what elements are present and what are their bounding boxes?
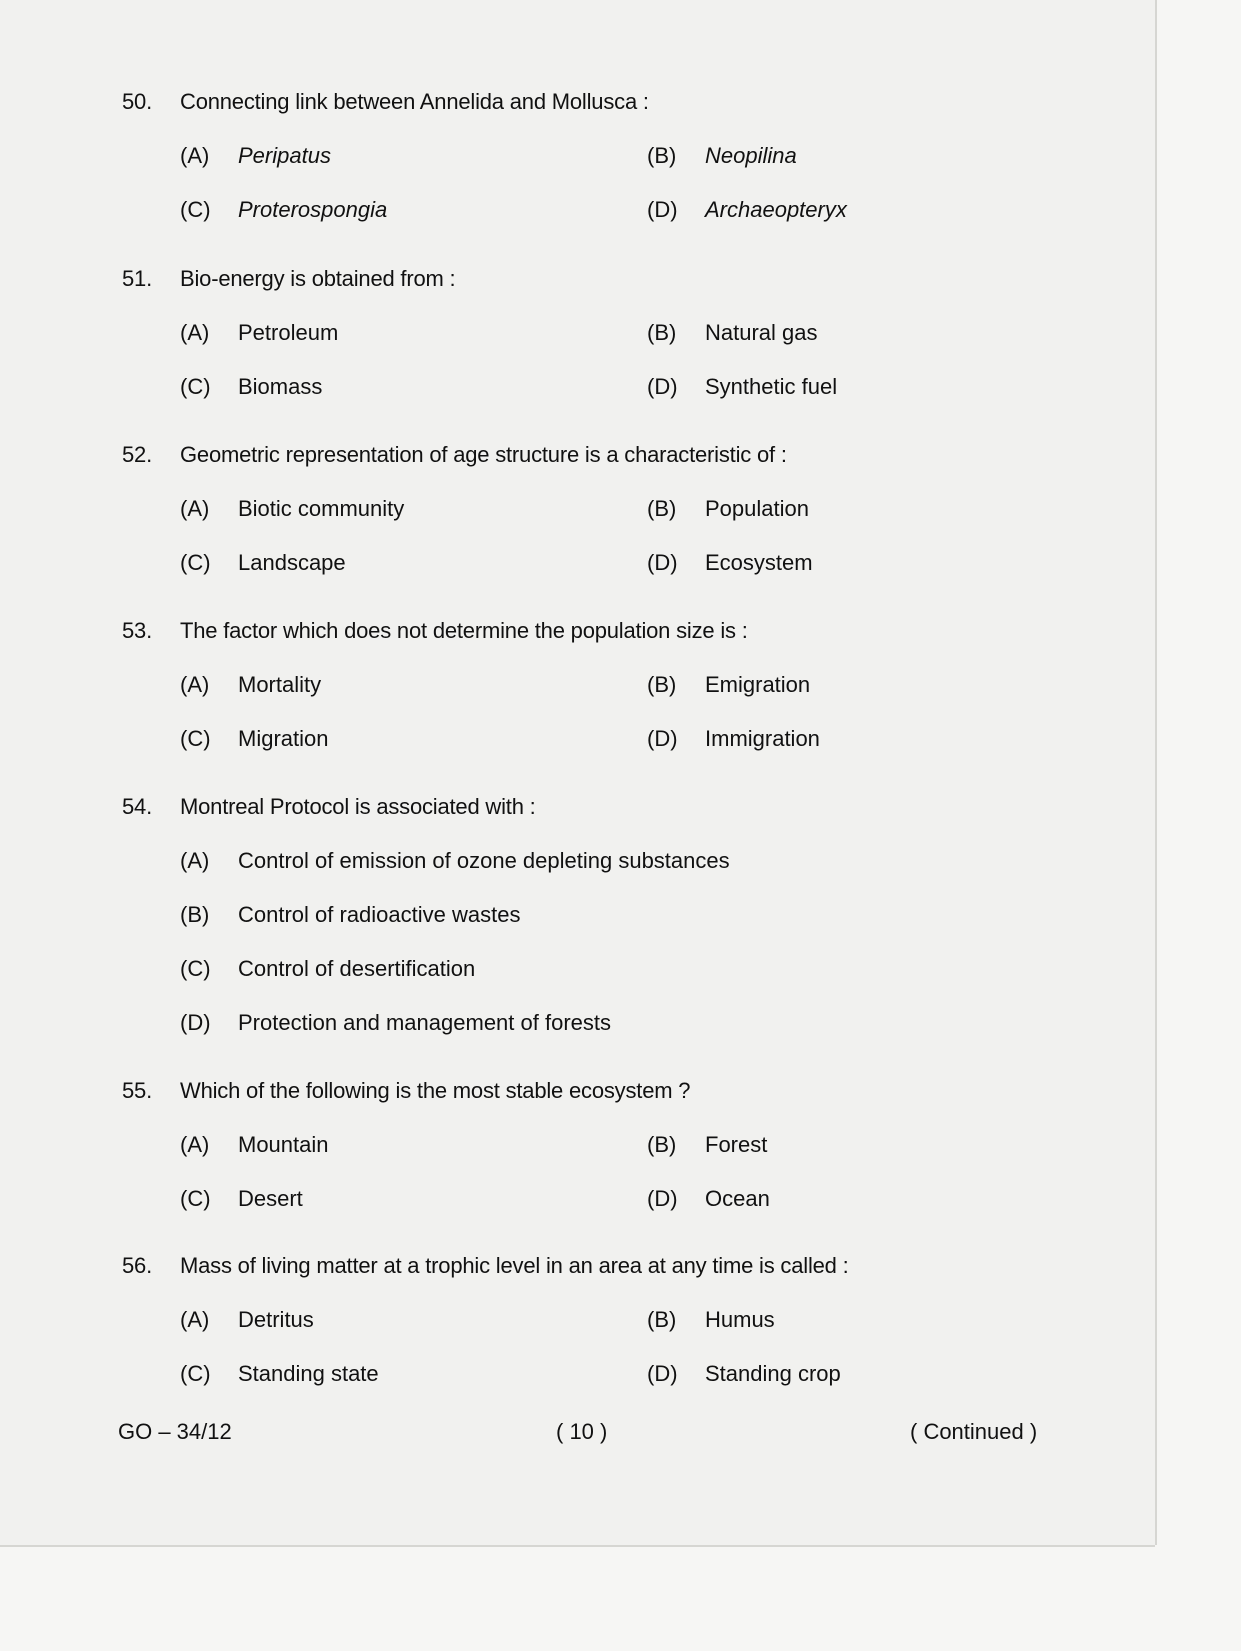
question-number: 54. (122, 794, 152, 819)
option-b (647, 1306, 775, 1334)
option-key: (B) (647, 672, 677, 697)
question-text: Bio-energy is obtained from : (180, 266, 456, 291)
question-51 (122, 265, 1042, 401)
option-key: (B) (647, 320, 677, 345)
question-text: Which of the following is the most stable ecosystem ? (180, 1078, 691, 1103)
option-key: (C) (180, 726, 211, 751)
option-text: Migration (238, 726, 329, 751)
question-number: 52. (122, 442, 152, 467)
option-text: Proterospongia (238, 197, 388, 222)
question-56 (122, 1252, 1042, 1388)
question-54 (122, 793, 1042, 1063)
option-text: Biomass (238, 374, 323, 399)
option-key: (D) (647, 550, 678, 575)
option-text: Landscape (238, 550, 346, 575)
option-c (180, 725, 328, 753)
option-text: Standing state (238, 1361, 379, 1386)
option-key: (B) (647, 1307, 677, 1332)
option-c (180, 1185, 303, 1213)
option-key: (D) (180, 1010, 211, 1035)
option-b (647, 495, 809, 523)
option-text: Control of radioactive wastes (238, 902, 521, 927)
option-d (647, 373, 837, 401)
option-text: Biotic community (238, 496, 405, 521)
question-text: Mass of living matter at a trophic level in an area at any time is called : (180, 1253, 849, 1278)
option-b (180, 901, 1042, 929)
option-text: Control of emission of ozone depleting substances (238, 848, 730, 873)
option-text: Protection and management of forests (238, 1010, 611, 1035)
option-d (180, 1009, 1042, 1037)
option-key: (B) (647, 496, 677, 521)
question-50 (122, 88, 1042, 224)
option-text: Ocean (705, 1186, 770, 1211)
option-key: (A) (180, 1132, 210, 1157)
option-key: (C) (180, 550, 211, 575)
paper-code: GO – 34/12 (118, 1419, 232, 1444)
option-key: (C) (180, 1186, 211, 1211)
option-c (180, 955, 1042, 983)
option-key: (C) (180, 956, 211, 981)
option-key: (A) (180, 143, 210, 168)
option-b (647, 319, 818, 347)
option-key: (C) (180, 197, 211, 222)
option-key: (B) (647, 1132, 677, 1157)
option-text: Mountain (238, 1132, 329, 1157)
option-d (647, 1185, 770, 1213)
option-key: (A) (180, 672, 210, 697)
option-key: (D) (647, 1361, 678, 1386)
option-d (647, 549, 813, 577)
option-c (180, 1360, 379, 1388)
option-key: (A) (180, 1307, 210, 1332)
page-number: ( 10 ) (556, 1419, 608, 1444)
option-a (180, 495, 404, 523)
option-a (180, 142, 331, 170)
option-text: Neopilina (705, 143, 797, 168)
option-key: (A) (180, 848, 210, 873)
option-d (647, 1360, 841, 1388)
question-number: 53. (122, 618, 152, 643)
option-b (647, 142, 797, 170)
question-52 (122, 441, 1042, 577)
option-key: (B) (647, 143, 677, 168)
option-text: Emigration (705, 672, 811, 697)
option-text: Detritus (238, 1307, 314, 1332)
option-key: (A) (180, 320, 210, 345)
question-text: Montreal Protocol is associated with : (180, 794, 536, 819)
option-key: (D) (647, 374, 678, 399)
option-text: Forest (705, 1132, 768, 1157)
option-text: Petroleum (238, 320, 339, 345)
option-key: (A) (180, 496, 210, 521)
option-text: Archaeopteryx (705, 197, 847, 222)
option-a (180, 319, 338, 347)
option-d (647, 196, 847, 224)
continued-label: ( Continued ) (910, 1419, 1038, 1444)
question-number: 55. (122, 1078, 152, 1103)
option-text: Population (705, 496, 809, 521)
option-text: Humus (705, 1307, 775, 1332)
question-55 (122, 1077, 1042, 1213)
option-c (180, 549, 346, 577)
question-number: 56. (122, 1253, 152, 1278)
option-key: (D) (647, 197, 678, 222)
option-text: Immigration (705, 726, 820, 751)
option-text: Mortality (238, 672, 322, 697)
option-text: Ecosystem (705, 550, 813, 575)
option-key: (D) (647, 1186, 678, 1211)
option-text: Synthetic fuel (705, 374, 838, 399)
option-a (180, 671, 321, 699)
option-a (180, 1306, 314, 1334)
question-53 (122, 617, 1042, 753)
option-a (180, 1131, 329, 1159)
option-b (647, 1131, 767, 1159)
option-key: (C) (180, 1361, 211, 1386)
option-text: Peripatus (238, 143, 331, 168)
question-number: 50. (122, 89, 152, 114)
option-text: Control of desertification (238, 956, 476, 981)
option-text: Standing crop (705, 1361, 841, 1386)
question-number: 51. (122, 266, 152, 291)
option-text: Natural gas (705, 320, 818, 345)
option-a (180, 847, 1042, 875)
option-key: (B) (180, 902, 210, 927)
question-text: Connecting link between Annelida and Mollusca : (180, 89, 649, 114)
option-b (647, 671, 810, 699)
option-c (180, 373, 322, 401)
option-key: (C) (180, 374, 211, 399)
question-text: Geometric representation of age structure is a characteristic of : (180, 442, 787, 467)
question-text: The factor which does not determine the population size is : (180, 618, 748, 643)
option-text: Desert (238, 1186, 303, 1211)
option-key: (D) (647, 726, 678, 751)
option-d (647, 725, 820, 753)
option-c (180, 196, 387, 224)
